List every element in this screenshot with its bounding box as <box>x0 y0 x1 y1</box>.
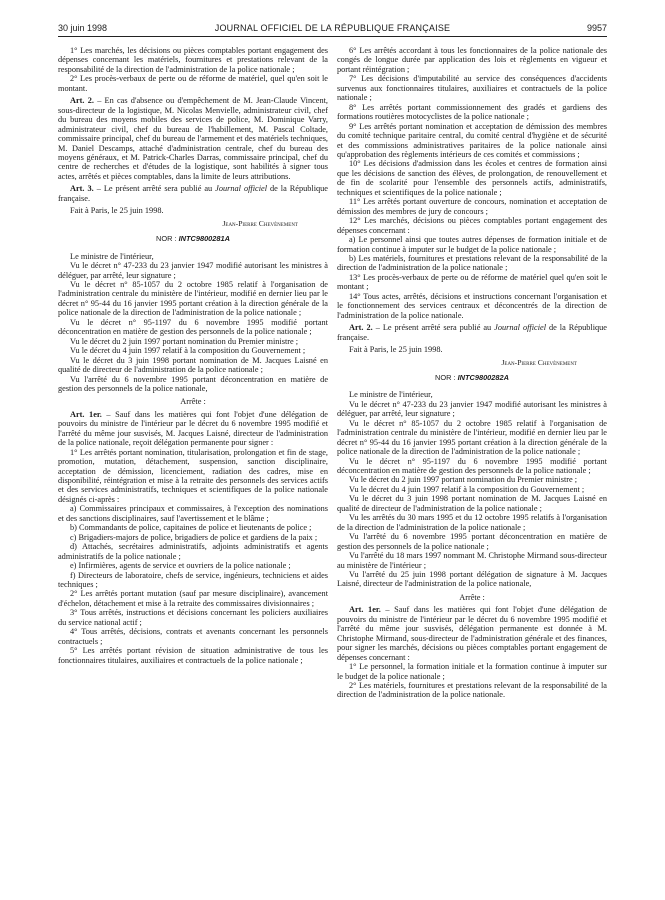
list-item: 6° Les arrêtés accordant à tous les fonctionnaires de la police nationale des congés de longue durée par application des lois et règlements en vigueur et portant réintégration ; <box>337 46 607 74</box>
nor-code: INTC9800281A <box>178 234 230 244</box>
visa: Vu le décret du 3 juin 1998 portant nomination de M. Jacques Laisné en qualité de directeur de l'administration de la police nationale ; <box>337 494 607 513</box>
article-paragraph: Art. 1er. – Sauf dans les matières qui font l'objet d'une délégation de pouvoirs du ministre de l'intérieur par le décret du 6 novembre 1995 modifié et l'arrêté du même jour susvisés, délégation permanente est donnée à M. Christophe Mirmand, sous-directeur de l'administration générale et des finances, pour signer les marchés, décisions ou pièces comptables portant engagement de dépenses concernant : <box>337 605 607 662</box>
visa: Vu le décret n° 85-1057 du 2 octobre 1985 relatif à l'organisation de l'administration centrale du ministère de l'intérieur, modifié en dernier lieu par le décret n° 95-44 du 16 janvier 1995 portant création à la direction générale de la police nationale de la direction de l'administration de la police nationale ; <box>58 279 328 318</box>
visa: Vu le décret n° 95-1197 du 6 novembre 1995 modifié portant déconcentration en matière de gestion des personnels de la police nationale ; <box>58 317 328 337</box>
paragraph: 2° Les procès-verbaux de perte ou de réforme de matériel, quel qu'en soit le montant. <box>58 74 328 93</box>
paragraph: 1° Les marchés, les décisions ou pièces comptables portant engagement des dépenses concernant les matériels, fournitures et prestations relevant de la responsabilité de la direction de l'administration de la police nationale ; <box>58 46 328 74</box>
header-date: 30 juin 1998 <box>58 23 108 33</box>
fait-line: Fait à Paris, le 25 juin 1998. <box>349 345 443 355</box>
nor-code: INTC9800282A <box>457 372 509 382</box>
visa: Vu le décret n° 85-1057 du 2 octobre 1985 relatif à l'organisation de l'administration centrale du ministère de l'intérieur, modifié en dernier lieu par le décret n° 95-44 du 16 janvier 1995 portant création à la direction générale de la police nationale de la direction de l'administration de la police nationale ; <box>337 418 607 457</box>
arrete-heading: Arrête : <box>459 592 485 602</box>
journal-reference: Journal officiel <box>494 323 546 333</box>
list-item: 1° Le personnel, la formation initiale et la formation continue à imputer sur le budget de la police nationale ; <box>337 662 607 681</box>
signature: Jean-Pierre Chevènement <box>501 357 577 367</box>
article-label: Art. 1er. <box>349 605 381 615</box>
list-item: 9° Les arrêtés portant nomination et acceptation de démission des membres du comité technique paritaire central, du comité central d'hygiène et de sécurité et des commissions administratives paritaires de la police nationale ainsi qu'approbation des règlements intérieurs de ces comités et commissions ; <box>337 121 607 159</box>
list-item: e) Infirmières, agents de service et ouvriers de la police nationale ; <box>70 561 291 571</box>
ministre-line: Le ministre de l'intérieur, <box>349 390 433 400</box>
article-label: Art. 1er. <box>70 409 102 419</box>
visa: Vu le décret n° 47-233 du 23 janvier 1947 modifié autorisant les ministres à déléguer, par arrêté, leur signature ; <box>58 261 328 280</box>
nor-reference: NOR : INTC9800281A <box>156 234 230 244</box>
list-item: 4° Tous arrêtés, décisions, contrats et avenants concernant les personnels contractuels ; <box>58 627 328 646</box>
article-paragraph: Art. 2. – Le présent arrêté sera publié au Journal officiel de la République française. <box>337 323 607 342</box>
list-item: 11° Les arrêtés portant ouverture de concours, nomination et acceptation de démission des membres de jury de concours ; <box>337 197 607 216</box>
article-label: Art. 2. <box>70 96 94 106</box>
journal-reference: Journal officiel <box>215 184 267 194</box>
nor-reference: NOR : INTC9800282A <box>435 372 509 382</box>
header-page-number: 9957 <box>586 23 607 33</box>
list-item: 2° Les matériels, fournitures et prestations relevant de la responsabilité de la direction de l'administration de la police nationale. <box>337 681 607 700</box>
list-item: b) Commandants de police, capitaines de police et lieutenants de police ; <box>70 523 312 533</box>
visa: Vu l'arrêté du 6 novembre 1995 portant déconcentration en matière de gestion des personnels de la police nationale ; <box>337 532 607 551</box>
visa: Vu le décret n° 95-1197 du 6 novembre 1995 modifié portant déconcentration en matière de gestion des personnels de la police nationale ; <box>337 456 607 476</box>
list-item: a) Commissaires principaux et commissaires, à l'exception des nominations et des sanctions disciplinaires, sauf l'avertissement et le blâme ; <box>58 504 328 523</box>
visa: Vu le décret du 4 juin 1997 relatif à la composition du Gouvernement ; <box>70 346 306 356</box>
left-column <box>58 46 328 892</box>
right-column <box>337 46 607 892</box>
visa: Vu l'arrêté du 6 novembre 1995 portant déconcentration en matière de gestion des personnels de la police nationale, <box>58 374 328 393</box>
list-item: d) Attachés, secrétaires administratifs, adjoints administratifs et agents administratifs de la police nationale ; <box>58 542 328 561</box>
visa: Vu le décret du 3 juin 1998 portant nomination de M. Jacques Laisné en qualité de directeur de l'administration de la police nationale ; <box>58 355 328 375</box>
article-label: Art. 2. <box>349 323 373 333</box>
fait-line: Fait à Paris, le 25 juin 1998. <box>70 206 164 216</box>
list-item: c) Brigadiers-majors de police, brigadiers de police et gardiens de la paix ; <box>70 532 318 542</box>
ministre-line: Le ministre de l'intérieur, <box>70 251 154 261</box>
visa: Vu le décret du 2 juin 1997 portant nomination du Premier ministre ; <box>70 336 299 346</box>
header-journal-title: JOURNAL OFFICIEL DE LA RÉPUBLIQUE FRANÇAISE <box>214 23 451 33</box>
list-item: 13° Les procès-verbaux de perte ou de réforme de matériel quel qu'en soit le montant ; <box>337 272 607 292</box>
list-item: 7° Les décisions d'imputabilité au service des conséquences d'accidents survenus aux fonctionnaires titulaires, auxiliaires et contractuels de la police nationale ; <box>337 74 607 103</box>
list-item: f) Directeurs de laboratoire, chefs de service, ingénieurs, techniciens et aides techniques ; <box>58 570 328 590</box>
visa: Vu le décret du 2 juin 1997 portant nomination du Premier ministre ; <box>349 475 578 485</box>
header-rule <box>58 36 607 37</box>
list-item: 1° Les arrêtés portant nomination, titularisation, prolongation et fin de stage, promotion, mutation, détachement, suspension, sanction disciplinaire, acceptation de démission, licenciement, radiation des cadres, mise en disponibilité, réintégration et mise à la retraite des personnels des services actifs et des services administratifs, techniques et scientifiques de la police nationale désignés ci-après : <box>58 447 328 504</box>
article-paragraph: Art. 1er. – Sauf dans les matières qui font l'objet d'une délégation de pouvoirs du ministre de l'intérieur par le décret du 6 novembre 1995 modifié et l'arrêté du même jour susvisés, M. Jacques Laisné, directeur de l'administration de la police nationale, reçoit délégation permanente pour signer : <box>58 409 328 448</box>
list-item: b) Les matériels, fournitures et prestations relevant de la responsabilité de la direction de l'administration de la police nationale ; <box>337 253 607 273</box>
page-header <box>58 22 607 34</box>
signature: Jean-Pierre Chevènement <box>222 218 298 228</box>
list-item: 12° Les marchés, décisions ou pièces comptables portant engagement des dépenses concernant : <box>337 216 607 235</box>
article-label: Art. 3. <box>70 184 94 194</box>
list-item: 3° Tous arrêtés, instructions et décisions concernant les policiers auxiliaires du service national actif ; <box>58 608 328 627</box>
list-item: 2° Les arrêtés portant mutation (sauf par mesure disciplinaire), avancement d'échelon, détachement et mise à la retraite des commissaires divisionnaires ; <box>58 589 328 608</box>
list-item: 14° Tous actes, arrêtés, décisions et instructions concernant l'organisation et le fonctionnement des services centraux et déconcentrés de la direction de l'administration de la police nationale. <box>337 291 607 320</box>
article-paragraph: Art. 3. – Le présent arrêté sera publié au Journal officiel de la République française. <box>58 184 328 203</box>
visa: Vu les arrêtés du 30 mars 1995 et du 12 octobre 1995 relatifs à l'organisation de la direction de l'administration de la police nationale ; <box>337 513 607 532</box>
visa: Vu l'arrêté du 25 juin 1998 portant délégation de signature à M. Jacques Laisné, directeur de l'administration de la police nationale, <box>337 570 607 589</box>
list-item: a) Le personnel ainsi que toutes autres dépenses de formation initiale et de formation continue à imputer sur le budget de la police nationale ; <box>337 235 607 254</box>
visa: Vu l'arrêté du 18 mars 1997 nommant M. Christophe Mirmand sous-directeur au ministère de l'intérieur ; <box>337 551 607 570</box>
list-item: 8° Les arrêtés portant commissionnement des gradés et gardiens des formations routières motocyclistes de la police nationale ; <box>337 102 607 122</box>
visa: Vu le décret n° 47-233 du 23 janvier 1947 modifié autorisant les ministres à déléguer, par arrêté, leur signature ; <box>337 399 607 419</box>
visa: Vu le décret du 4 juin 1997 relatif à la composition du Gouvernement ; <box>349 484 585 494</box>
arrete-heading: Arrête : <box>180 397 206 407</box>
list-item: 5° Les arrêtés portant révision de situation administrative de tous les fonctionnaires titulaires, auxiliaires et contractuels de la police nationale ; <box>58 646 328 665</box>
article-paragraph: Art. 2. – En cas d'absence ou d'empêchement de M. Jean-Claude Vincent, sous-directeur de la logistique, M. Nicolas Menvielle, administrateur civil, chef du bureau des moyens mobiles des services de police, M. Dominique Varry, administrateur civil, chef du bureau de l'habillement, M. Pascal Coltade, commissaire principal, chef du bureau de l'armement et des matériels techniques, M. Daniel Descamps, attaché d'administration centrale, chef du bureau des moyens généraux, et M. Patrick-Charles Darras, commissaire principal, chef du centre de recherches et d'études de la logistique, sont habilités à signer tous actes, arrêtés et pièces comptables, dans la limite de leurs attributions. <box>58 96 328 181</box>
list-item: 10° Les décisions d'admission dans les écoles et centres de formation ainsi que les décisions de sanction des élèves, de prolongation, de renouvellement et de fin de scolarité pour l'ensemble des personnels actifs, administratifs, techniques et scientifiques de la police nationale ; <box>337 159 607 197</box>
